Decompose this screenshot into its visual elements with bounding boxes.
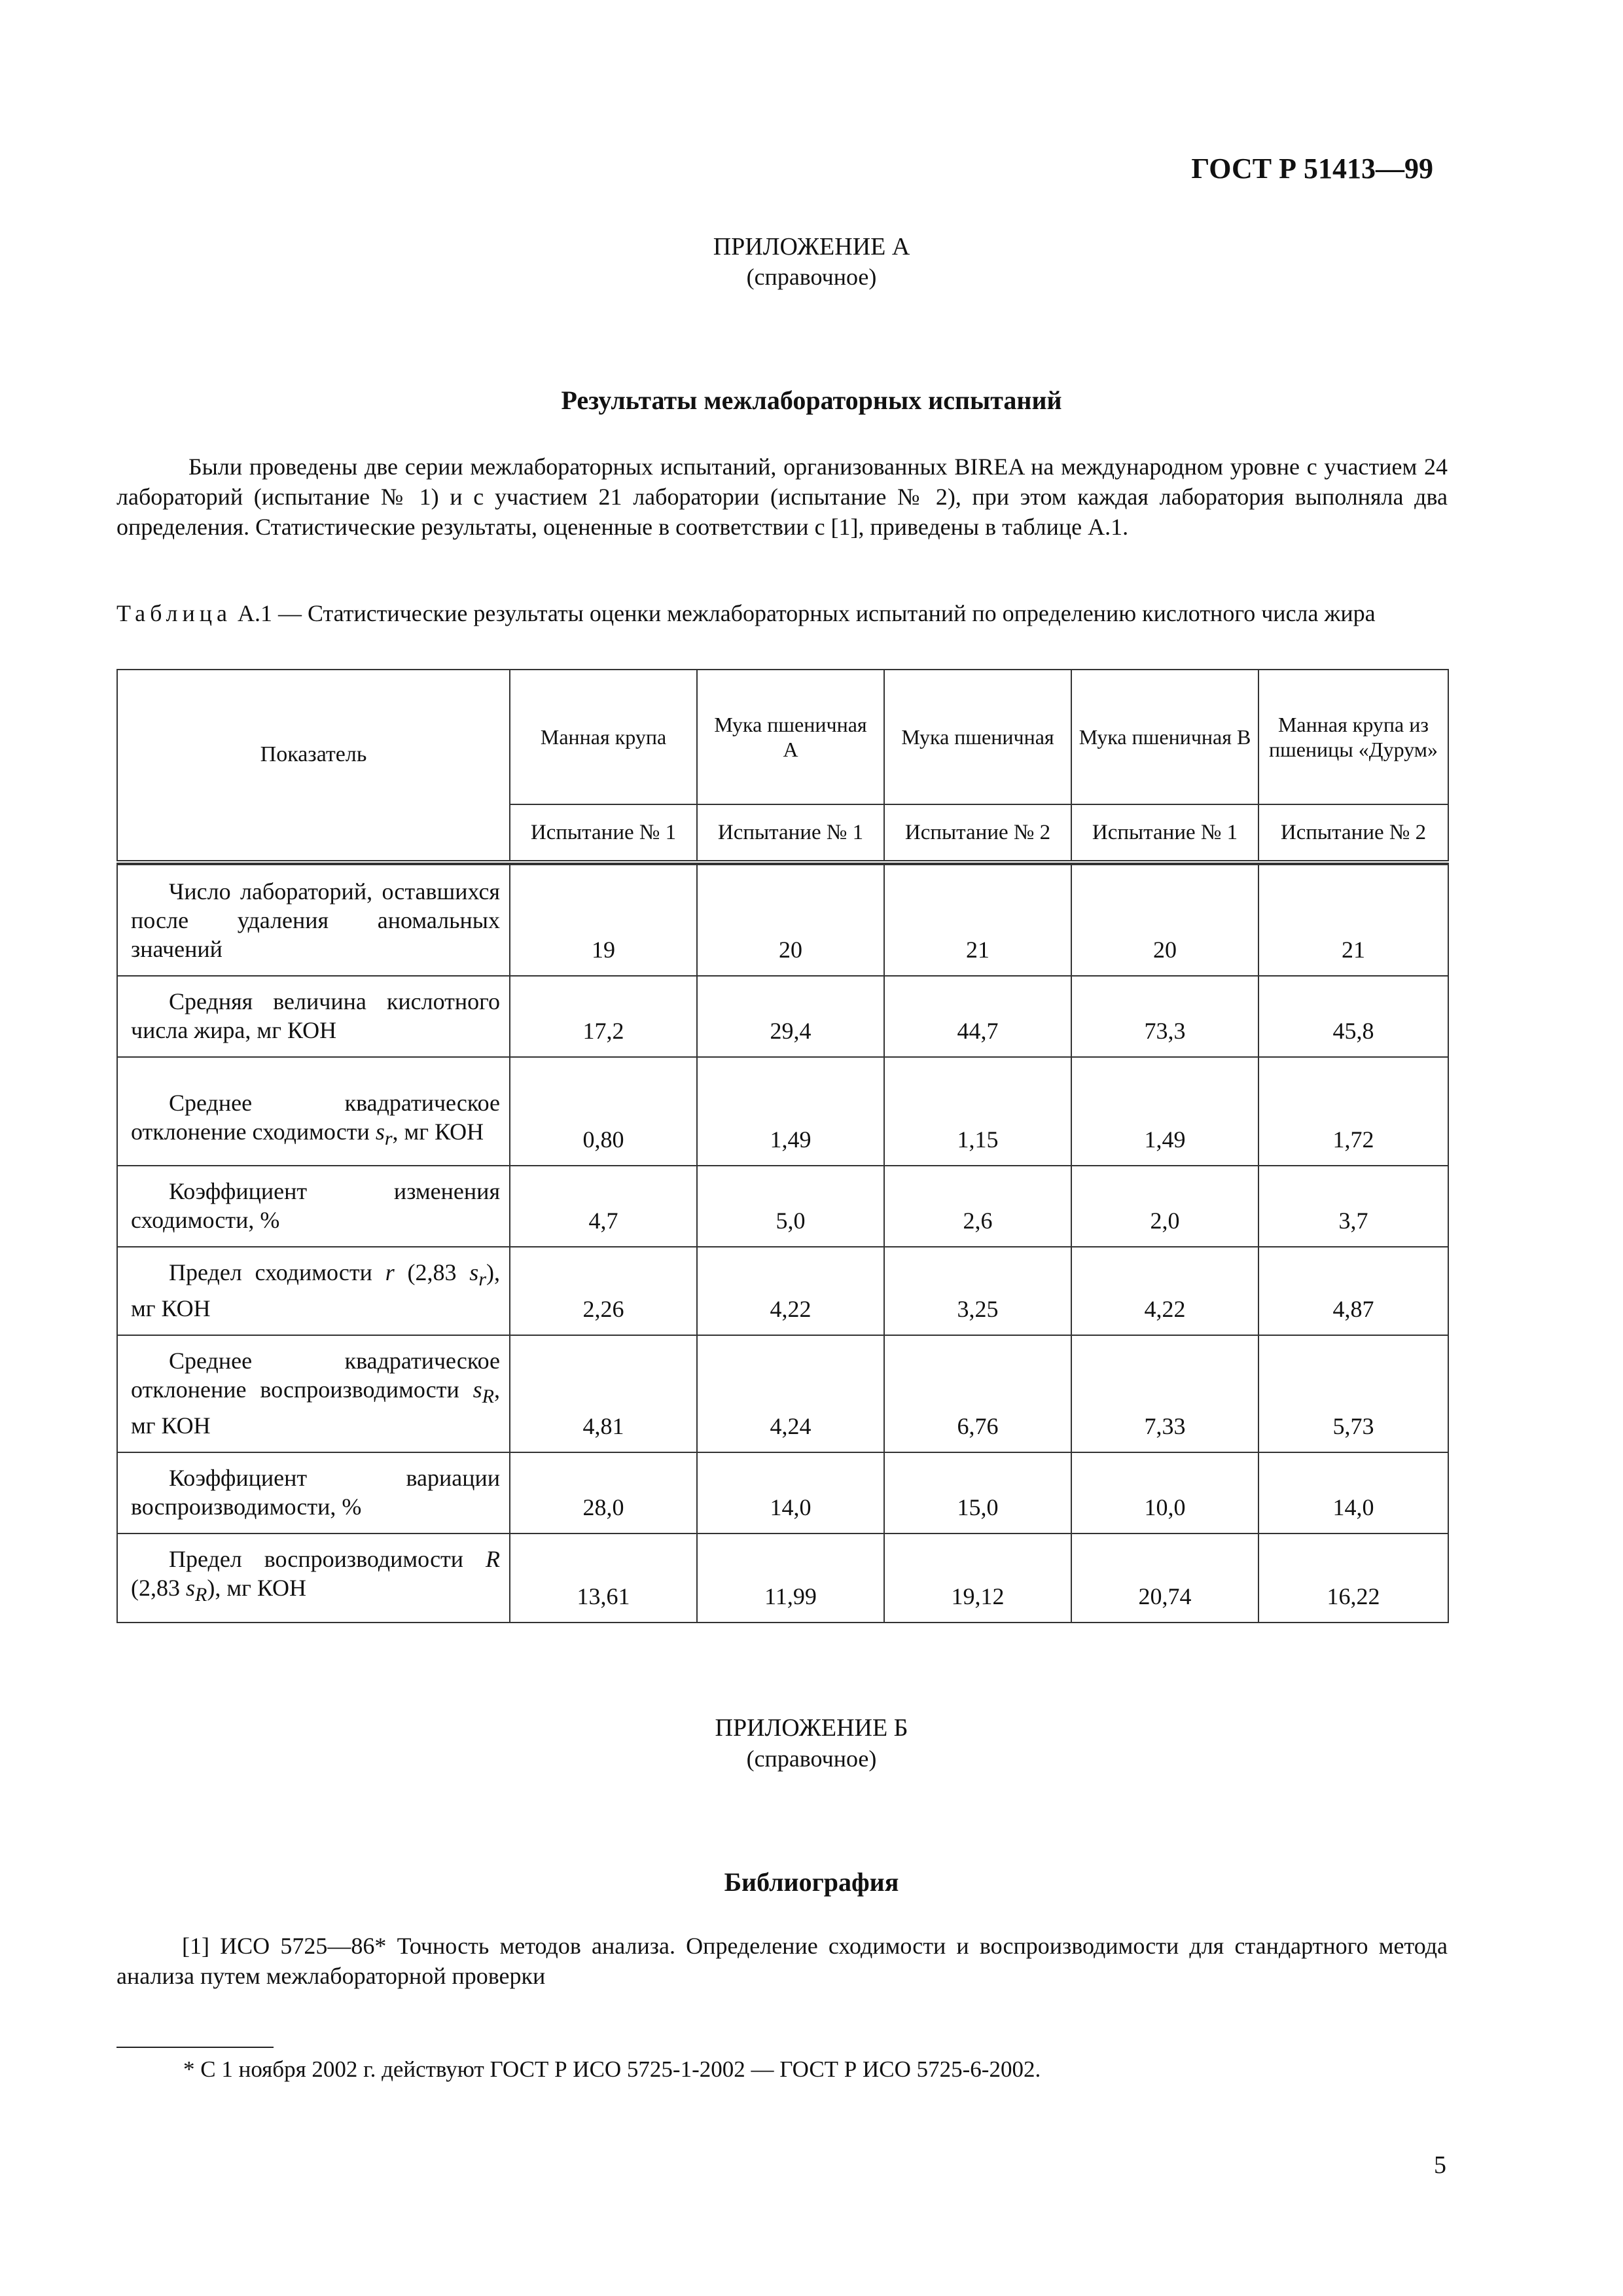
row-label	[117, 976, 510, 1057]
row-label-text	[131, 1346, 500, 1440]
cell-value: 0,80	[510, 1057, 697, 1166]
cell-value: 28,0	[510, 1452, 697, 1534]
cell-value: 44,7	[884, 976, 1071, 1057]
row-label	[117, 865, 510, 976]
page-number: 5	[1434, 2151, 1446, 2179]
cell-value: 20	[1071, 865, 1258, 976]
subscript-r: r	[478, 1268, 486, 1291]
column-header: Мука пшеничная А	[697, 670, 884, 804]
label-part: , мг КОН	[131, 1376, 500, 1439]
label-part: , мг КОН	[392, 1118, 484, 1145]
column-header: Манная крупа из пшеницы «Дурум»	[1258, 670, 1448, 804]
column-header: Мука пшеничная В	[1071, 670, 1258, 804]
indicator-header: Показатель	[117, 670, 510, 862]
row-label-text	[131, 1258, 500, 1323]
column-header: Мука пшеничная	[884, 670, 1071, 804]
cell-value: 45,8	[1258, 976, 1448, 1057]
cell-value: 1,15	[884, 1057, 1071, 1166]
row-label-text	[131, 1088, 500, 1153]
row-label-text: Коэффициент изменения сходимости, %	[131, 1178, 500, 1233]
cell-value: 73,3	[1071, 976, 1258, 1057]
appendix-a-title: ПРИЛОЖЕНИЕ А	[713, 233, 910, 260]
test-header: Испытание № 1	[510, 804, 697, 862]
cell-value: 13,61	[510, 1534, 697, 1622]
cell-value: 21	[884, 865, 1071, 976]
test-header: Испытание № 2	[884, 804, 1071, 862]
table-row	[117, 865, 1448, 976]
table-row	[117, 1534, 1448, 1622]
row-label-text: Средняя величина кислотного числа жира, мг КОН	[131, 988, 500, 1043]
cell-value: 4,22	[697, 1247, 884, 1335]
cell-value: 14,0	[1258, 1452, 1448, 1534]
cell-value: 20	[697, 865, 884, 976]
cell-value: 10,0	[1071, 1452, 1258, 1534]
cell-value: 3,7	[1258, 1166, 1448, 1247]
bibliography-entry-text: [1] ИСО 5725—86* Точность методов анализа. Определение сходимости и воспроизводимости для стандартного метода анализа путем межлабораторной проверки	[116, 1933, 1448, 1989]
cell-value: 14,0	[697, 1452, 884, 1534]
cell-value: 2,6	[884, 1166, 1071, 1247]
cell-value: 6,76	[884, 1335, 1071, 1452]
test-header: Испытание № 1	[1071, 804, 1258, 862]
intro-paragraph	[116, 452, 1448, 542]
table-row	[117, 1166, 1448, 1247]
label-part: Среднее квадратическое отклонение сходимости	[131, 1089, 500, 1145]
appendix-b-heading: Библиография	[724, 1867, 899, 1897]
table-row	[117, 1335, 1448, 1452]
cell-value: 21	[1258, 865, 1448, 976]
table-row	[117, 1452, 1448, 1534]
cell-value: 19	[510, 865, 697, 976]
appendix-a-heading: Результаты межлабораторных испытаний	[561, 386, 1062, 415]
label-part: Среднее квадратическое отклонение воспроизводимости	[131, 1348, 500, 1403]
cell-value: 4,22	[1071, 1247, 1258, 1335]
table-caption-text: А.1 — Статистические результаты оценки межлабораторных испытаний по определению кислотного числа жира	[231, 600, 1376, 626]
table-row	[117, 1247, 1448, 1335]
label-part: ), мг КОН	[207, 1575, 306, 1602]
standard-number: ГОСТ Р 51413—99	[1191, 152, 1433, 185]
column-header: Манная крупа	[510, 670, 697, 804]
cell-value: 5,73	[1258, 1335, 1448, 1452]
appendix-b-title: ПРИЛОЖЕНИЕ Б	[715, 1714, 908, 1742]
cell-value: 1,72	[1258, 1057, 1448, 1166]
label-part: (2,83	[394, 1259, 470, 1285]
row-label	[117, 1057, 510, 1166]
test-header: Испытание № 1	[697, 804, 884, 862]
footnote: * С 1 ноября 2002 г. действуют ГОСТ Р ИСО 5725-1-2002 — ГОСТ Р ИСО 5725-6-2002.	[183, 2056, 1041, 2082]
appendix-b-subtitle: (справочное)	[746, 1746, 877, 1772]
cell-value: 4,81	[510, 1335, 697, 1452]
cell-value: 3,25	[884, 1247, 1071, 1335]
row-label	[117, 1247, 510, 1335]
intro-paragraph-text: Были проведены две серии межлабораторных испытаний, организованных BIREA на международном уровне с участием 24 лабораторий (испытание № 1) и с участием 21 лаборатории (испытание № 2), при этом каждая лаборатория выполняла два определения. Статистические результаты, оцененные в соответствии с [1], приведены в таблице А.1.	[116, 454, 1448, 540]
label-part: Предел воспроизводимости	[169, 1546, 486, 1573]
row-label	[117, 1335, 510, 1452]
results-table	[116, 669, 1449, 1623]
test-header: Испытание № 2	[1258, 804, 1448, 862]
table-row	[117, 976, 1448, 1057]
table-header-row	[117, 670, 1448, 804]
row-label	[117, 1534, 510, 1622]
symbol-s: s	[186, 1575, 196, 1602]
row-label	[117, 1166, 510, 1247]
row-label-text: Коэффициент вариации воспроизводимости, %	[131, 1465, 500, 1520]
footnote-rule	[116, 2047, 274, 2048]
cell-value: 5,0	[697, 1166, 884, 1247]
cell-value: 17,2	[510, 976, 697, 1057]
cell-value: 1,49	[1071, 1057, 1258, 1166]
bibliography-entry	[116, 1931, 1448, 1991]
subscript-r: r	[384, 1128, 393, 1149]
symbol-s: s	[473, 1376, 482, 1403]
cell-value: 20,74	[1071, 1534, 1258, 1622]
cell-value: 2,0	[1071, 1166, 1258, 1247]
row-label-text: Число лабораторий, оставшихся после удаления аномальных значений	[131, 878, 500, 962]
label-part: ), мг КОН	[131, 1259, 500, 1322]
symbol-R: R	[486, 1546, 500, 1573]
cell-value: 1,49	[697, 1057, 884, 1166]
cell-value: 2,26	[510, 1247, 697, 1335]
cell-value: 4,87	[1258, 1247, 1448, 1335]
cell-value: 15,0	[884, 1452, 1071, 1534]
table-caption	[116, 599, 1448, 628]
cell-value: 7,33	[1071, 1335, 1258, 1452]
label-part: Предел сходимости	[169, 1259, 385, 1285]
row-label	[117, 1452, 510, 1534]
cell-value: 16,22	[1258, 1534, 1448, 1622]
symbol-s: s	[375, 1118, 385, 1145]
cell-value: 4,24	[697, 1335, 884, 1452]
symbol-r: r	[385, 1259, 395, 1285]
cell-value: 11,99	[697, 1534, 884, 1622]
symbol-s: s	[469, 1259, 479, 1285]
appendix-a-subtitle: (справочное)	[746, 264, 877, 290]
label-part: (2,83	[131, 1575, 186, 1602]
subscript-R: R	[195, 1584, 207, 1606]
subscript-R: R	[482, 1386, 494, 1408]
cell-value: 19,12	[884, 1534, 1071, 1622]
cell-value: 4,7	[510, 1166, 697, 1247]
table-row	[117, 1057, 1448, 1166]
row-label-text	[131, 1545, 500, 1609]
table-caption-label: Таблица	[116, 600, 232, 626]
cell-value: 29,4	[697, 976, 884, 1057]
